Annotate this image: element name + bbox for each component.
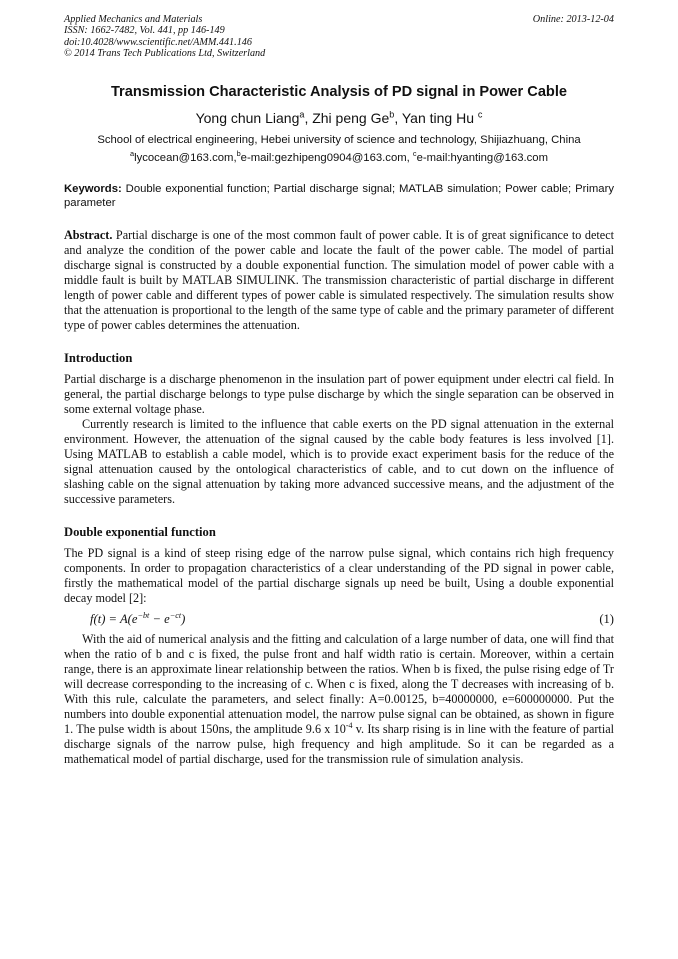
email-1-sup: a	[129, 148, 135, 158]
author-2: Zhi peng Ge	[312, 109, 390, 126]
keywords-text: Double exponential function; Partial discharge signal; MATLAB simulation; Power cable; Primary parameter	[64, 182, 614, 209]
online-date: Online: 2013-12-04	[532, 14, 614, 25]
keywords-label: Keywords:	[64, 182, 122, 195]
eq-rhs: )	[181, 611, 186, 626]
equation-number: (1)	[599, 611, 614, 626]
email-2: e-mail:gezhipeng0904@163.com,	[240, 151, 413, 164]
abstract	[64, 228, 614, 333]
eq-lhs: f(t) = A(e	[90, 611, 138, 626]
email-2-sup: b	[236, 148, 241, 158]
email-3: e-mail:hyanting@163.com	[416, 151, 548, 164]
author-list	[64, 110, 614, 126]
abstract-text: Partial discharge is one of the most common fault of power cable. It is of great significance to detect and analyze the condition of the power cable and locate the fault of the power cable. The model of partial discharge signal is constructed by a double exponential function. The simulation model of power cable with a middle fault is built by MATLAB SIMULINK. The transmission characteristic of partial discharge in different length of power cable and different types of power cable is simulated respectively. The simulation results show that the attenuation is proportional to the length of the same type of cable and the primary parameter of different type of power cables determines the attenuation.	[64, 227, 614, 332]
eq-exp-2: −ct	[169, 610, 182, 620]
eq-exp-1: −bt	[137, 610, 150, 620]
author-sep: ,	[304, 109, 313, 126]
author-2-sup: b	[389, 108, 395, 119]
paper-page	[64, 14, 614, 767]
issn-line: ISSN: 1662-7482, Vol. 441, pp 146-149	[64, 25, 225, 37]
eq-mid: − e	[149, 611, 170, 626]
double-exp-heading: Double exponential function	[64, 524, 216, 539]
email-list	[64, 148, 614, 164]
email-3-sup: c	[412, 148, 417, 158]
keywords	[64, 182, 614, 210]
copyright-line: © 2014 Trans Tech Publications Ltd, Switzerland	[64, 48, 266, 60]
introduction-paragraph-2: Currently research is limited to the influence that cable exerts on the PD signal attenuation in the external environment. However, the attenuation of the signal caused by the cable body features is less involved [1]. Using MATLAB to establish a cable model, which is to provide exact experiment basis for the reduce of the signal attenuation caused by the ontological characteristics of cable, and to cut down on the influence of slashing cable on the signal attenuation by taking more advanced successive means, and the adjustment of the successive parameters.	[64, 416, 614, 506]
email-1: lycocean@163.com,	[134, 151, 237, 164]
journal-name: Applied Mechanics and Materials	[64, 14, 203, 25]
author-1: Yong chun Liang	[195, 109, 300, 126]
double-exp-paragraph-2	[64, 632, 614, 767]
p2-part-a: With the aid of numerical analysis and the fitting and calculation of a large number of data, one will find that when the ratio of b and c is fixed, the pulse front and half width ratio is certain. Moreover, within a certain range, there is an approximate linear relationship between the ratios. When b is fixed, the pulse rising edge of Tr will decrease corresponding to the increasing of c. When c is fixed, along the T decreases with increasing of b. With this rule, calculate the parameters, and select finally: A=0.00125, b=40000000, e=600000000. Put the numbers into double exponential attenuation model, the narrow pulse signal can be obtained, as shown in figure 1. The pulse width is about 150ns, the amplitude 9.6 x 10	[64, 631, 614, 736]
introduction-paragraph-1: Partial discharge is a discharge phenomenon in the insulation part of power equipment under electri cal field. In general, the partial discharge belongs to type pulse discharge by which the single separation can be observed in some external voltage phase.	[64, 371, 614, 416]
abstract-label: Abstract.	[64, 227, 113, 242]
p2-exponent: -4	[345, 720, 353, 730]
paper-title: Transmission Characteristic Analysis of PD signal in Power Cable	[110, 83, 568, 100]
affiliation: School of electrical engineering, Hebei university of science and technology, Shijiazhuang, China	[97, 133, 581, 146]
author-1-sup: a	[299, 108, 305, 119]
author-3: Yan ting Hu	[401, 109, 478, 126]
p2-part-b: v. Its sharp rising is in line with the feature of partial discharge signals of the narrow pulse, high frequency and high amplitude. So it can be regarded as a mathematical model of partial discharge, used for the transmission rule of simulation analysis.	[64, 721, 614, 766]
introduction-heading: Introduction	[64, 350, 133, 365]
equation-1	[64, 612, 614, 630]
author-sep: ,	[394, 109, 402, 126]
equation-formula	[90, 612, 185, 627]
double-exp-paragraph-1: The PD signal is a kind of steep rising edge of the narrow pulse signal, which contains rich high frequency components. In order to propagation characteristics of a clear understanding of the PD signal in power cable, firstly the mathematical model of the partial discharge signals up need be built, Using a double exponential decay model [2]:	[64, 545, 614, 605]
journal-header	[64, 14, 614, 60]
doi-line: doi:10.4028/www.scientific.net/AMM.441.146	[64, 36, 252, 48]
author-3-sup: c	[477, 108, 483, 119]
